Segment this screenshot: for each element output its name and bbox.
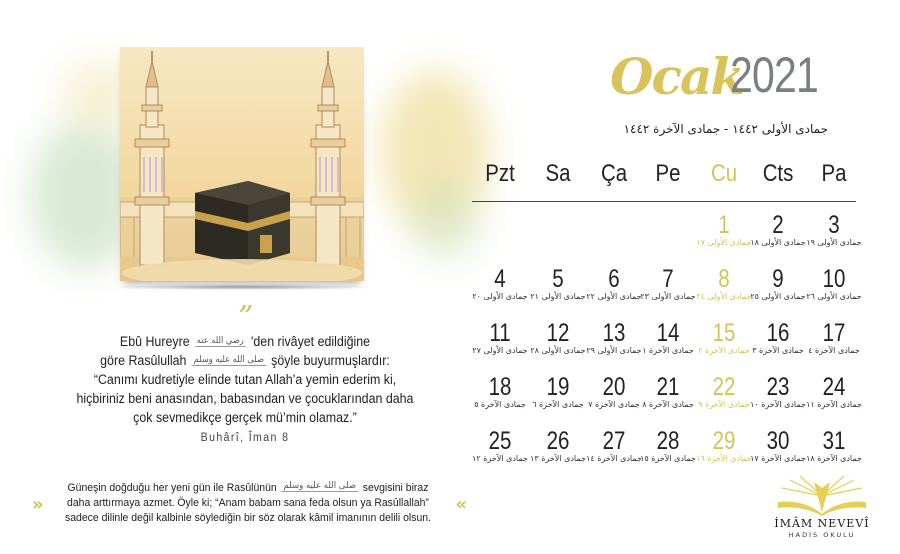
header-divider — [472, 201, 856, 202]
gregorian-day: 8 — [718, 265, 730, 293]
hijri-day: جمادى الأولى ٢٨ — [530, 346, 586, 355]
gregorian-day: 17 — [822, 319, 846, 347]
day-cell — [530, 374, 586, 422]
gregorian-day: 12 — [546, 319, 570, 347]
hijri-day: جمادى الأولى ٢٧ — [472, 346, 528, 355]
hijri-day: جمادى الآخرة ٧ — [588, 400, 640, 409]
minaret-right — [311, 51, 345, 265]
gregorian-day: 31 — [822, 427, 846, 455]
hadith-narrator-suffix: 'den rivâyet edildiğine — [251, 334, 371, 349]
hijri-day: جمادى الآخرة ١٦ — [696, 454, 752, 463]
gregorian-day: 13 — [602, 319, 626, 347]
weekday-label: Pzt — [485, 160, 515, 187]
quote-mark: ” — [238, 300, 254, 335]
day-cell — [586, 428, 642, 476]
hijri-day: جمادى الآخرة ١٠ — [750, 400, 806, 409]
reflection-text: Güneşin doğduğu her yeni gün ile Rasûlünün صلى الله عليه وسلم sevgisini biraz daha arttırmaya azmet. Öyle ki; “Anam babam sana feda olsun ya Rasûllallah” sadece dilinle değil kalbinle söylediğin bir söz olarak kâmil imanının delili olsun. — [65, 481, 431, 524]
day-cell — [806, 320, 862, 368]
day-cell — [750, 266, 806, 314]
hijri-day: جمادى الآخرة ١٤ — [586, 454, 642, 463]
hijri-day: جمادى الآخرة ٣ — [752, 346, 804, 355]
chevron-right-icon: » — [32, 494, 41, 515]
year-title: 2021 — [730, 47, 818, 103]
weekday-label: Sa — [545, 160, 571, 187]
logo-subtitle: HADİS OKULU — [788, 531, 856, 539]
gregorian-day: 11 — [489, 319, 511, 347]
hijri-day: جمادى الآخرة ٢ — [698, 346, 750, 355]
kaaba-illustration — [120, 47, 364, 281]
hijri-day: جمادى الأولى ٢٠ — [472, 292, 528, 301]
day-cell — [806, 374, 862, 422]
gregorian-day: 22 — [712, 373, 736, 401]
weekday-label: Cts — [762, 160, 794, 187]
day-cell — [586, 266, 642, 314]
day-cell — [806, 428, 862, 476]
day-cell — [696, 266, 752, 314]
day-cell — [586, 374, 642, 422]
day-cell — [530, 266, 586, 314]
gregorian-day: 1 — [718, 211, 730, 239]
hijri-day: جمادى الآخرة ١٢ — [472, 454, 528, 463]
day-cell — [806, 266, 862, 314]
day-cell — [696, 428, 752, 476]
hijri-day: جمادى الآخرة ١٨ — [806, 454, 862, 463]
hijri-day: جمادى الأولى ١٧ — [696, 238, 752, 247]
hadith-intro-line2: göre Rasûlullah صلى الله عليه وسلم şöyle buyurmuşlardır: — [100, 353, 390, 368]
gregorian-day: 18 — [488, 373, 512, 401]
day-cell — [750, 428, 806, 476]
gregorian-day: 3 — [828, 211, 840, 239]
gregorian-day: 6 — [608, 265, 620, 293]
hijri-day: جمادى الآخرة ١٧ — [750, 454, 806, 463]
hijri-day: جمادى الأولى ٢٥ — [750, 292, 806, 301]
day-cell — [530, 320, 586, 368]
day-cell — [530, 428, 586, 476]
hijri-day: جمادى الآخرة ١ — [642, 346, 694, 355]
hijri-day: جمادى الأولى ١٨ — [750, 238, 806, 247]
gregorian-day: 4 — [494, 265, 506, 293]
hadith-block — [75, 332, 415, 448]
hijri-day: جمادى الآخرة ١٥ — [640, 454, 696, 463]
day-cell — [806, 212, 862, 260]
hijri-day: جمادى الأولى ٢٩ — [586, 346, 642, 355]
hadith-intro-line1 — [75, 332, 415, 351]
day-cell — [472, 266, 528, 314]
hijri-day: جمادى الأولى ٢٦ — [806, 292, 862, 301]
gregorian-day: 9 — [772, 265, 784, 293]
hijri-day: جمادى الآخرة ٤ — [808, 346, 860, 355]
watercolor-splash-right-small — [410, 180, 480, 260]
hijri-day: جمادى الآخرة ٨ — [642, 400, 694, 409]
gregorian-day: 14 — [656, 319, 680, 347]
gregorian-day: 16 — [766, 319, 790, 347]
gregorian-day: 15 — [712, 319, 736, 347]
illustration-shadow — [112, 284, 372, 290]
hijri-day: جمادى الآخرة ١١ — [806, 400, 862, 409]
day-cell — [640, 320, 696, 368]
seal-radiyallahu: رضي الله عنه — [196, 336, 244, 346]
gregorian-day: 10 — [822, 265, 846, 293]
hijri-day: جمادى الأولى ١٩ — [806, 238, 862, 247]
hijri-day: جمادى الأولى ٢٢ — [586, 292, 642, 301]
gregorian-day: 30 — [766, 427, 790, 455]
kaaba — [195, 181, 290, 265]
day-cell — [696, 212, 752, 260]
weekday-label: Pe — [655, 160, 681, 187]
gregorian-day: 24 — [822, 373, 846, 401]
month-title: Ocak — [610, 47, 744, 106]
hijri-day: جمادى الآخرة ٩ — [698, 400, 750, 409]
hijri-day: جمادى الآخرة ٦ — [532, 400, 584, 409]
hijri-month-range: جمادى الأولى ١٤٤٢ - جمادى الآخرة ١٤٤٢ — [623, 122, 828, 136]
day-cell — [640, 428, 696, 476]
gregorian-day: 21 — [656, 373, 680, 401]
gregorian-day: 20 — [602, 373, 626, 401]
day-cell — [640, 266, 696, 314]
hadith-narrator: Ebû Hureyre — [119, 334, 190, 349]
day-cell — [640, 374, 696, 422]
hijri-day: جمادى الآخرة ٥ — [474, 400, 526, 409]
logo-name: İMÂM NEVEVÎ — [774, 517, 870, 530]
weekday-label: Pa — [821, 160, 847, 187]
chevron-left-icon: « — [455, 494, 464, 515]
hijri-day: جمادى الآخرة ١٣ — [530, 454, 586, 463]
gregorian-day: 29 — [712, 427, 736, 455]
day-cell — [472, 374, 528, 422]
gregorian-day: 25 — [488, 427, 512, 455]
hadith-text: “Canımı kudretiyle elinde tutan Allah’a yemin ederim ki, hiçbiriniz beni anasından, babasından ve çocuklarından daha çok sevmedikçe gerçek mü’min olamaz.” — [76, 372, 414, 425]
day-cell — [472, 320, 528, 368]
hijri-day: جمادى الأولى ٢٣ — [640, 292, 696, 301]
gregorian-day: 2 — [772, 211, 784, 239]
gregorian-day: 5 — [552, 265, 564, 293]
hijri-day: جمادى الأولى ٢٤ — [696, 292, 752, 301]
hijri-day: جمادى الأولى ٢١ — [530, 292, 586, 301]
day-cell — [750, 320, 806, 368]
weekday-label: Ça — [600, 160, 628, 187]
gregorian-day: 7 — [662, 265, 674, 293]
gregorian-day: 19 — [546, 373, 570, 401]
day-cell — [696, 374, 752, 422]
minaret-left — [135, 51, 169, 265]
hadith-source: Buhârî, Îman 8 — [200, 432, 290, 444]
weekday-label: Cu — [710, 160, 738, 187]
weekday-header — [472, 160, 872, 196]
day-cell — [750, 212, 806, 260]
day-cell — [472, 428, 528, 476]
imam-nevevi-logo — [770, 474, 874, 544]
day-cell — [586, 320, 642, 368]
gregorian-day: 28 — [656, 427, 680, 455]
day-cell — [696, 320, 752, 368]
day-cell — [750, 374, 806, 422]
reflection-note — [32, 478, 464, 534]
gregorian-day: 27 — [602, 427, 626, 455]
seal-sallallahu-note: صلى الله عليه وسلم — [283, 481, 357, 491]
seal-sallallahu: صلى الله عليه وسلم — [193, 355, 264, 365]
gregorian-day: 23 — [766, 373, 790, 401]
open-book-icon — [770, 474, 874, 518]
gregorian-day: 26 — [546, 427, 570, 455]
